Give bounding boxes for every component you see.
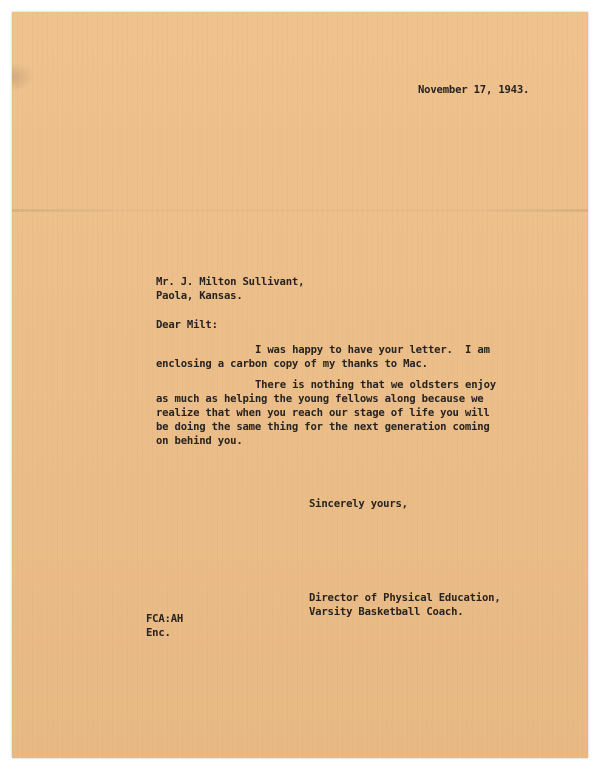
paragraph-1-line-1: I was happy to have your letter. I am	[255, 344, 490, 356]
salutation: Dear Milt:	[156, 319, 218, 331]
paragraph-2-line-1: There is nothing that we oldsters enjoy	[255, 379, 496, 391]
paragraph-1-line-2: enclosing a carbon copy of my thanks to Mac.	[156, 358, 428, 370]
page-fold-line	[12, 209, 588, 212]
recipient-location: Paola, Kansas.	[156, 290, 243, 302]
paragraph-2-line-2: as much as helping the young fellows along because we	[156, 393, 484, 405]
reference-initials: FCA:AH	[146, 613, 184, 625]
recipient-name: Mr. J. Milton Sullivant,	[156, 276, 305, 288]
enclosure-note: Enc.	[146, 627, 171, 639]
closing: Sincerely yours,	[309, 498, 408, 510]
paragraph-2-line-5: on behind you.	[156, 435, 243, 447]
paragraph-2-line-3: realize that when you reach our stage of life you will	[156, 407, 490, 419]
paragraph-2-line-4: be doing the same thing for the next generation coming	[156, 421, 490, 433]
signature-title-line-2: Varsity Basketball Coach.	[309, 606, 464, 618]
letter-date: November 17, 1943.	[418, 84, 530, 96]
signature-title-line-1: Director of Physical Education,	[309, 592, 501, 604]
letter-page	[12, 12, 588, 758]
page-smudge	[12, 62, 34, 92]
